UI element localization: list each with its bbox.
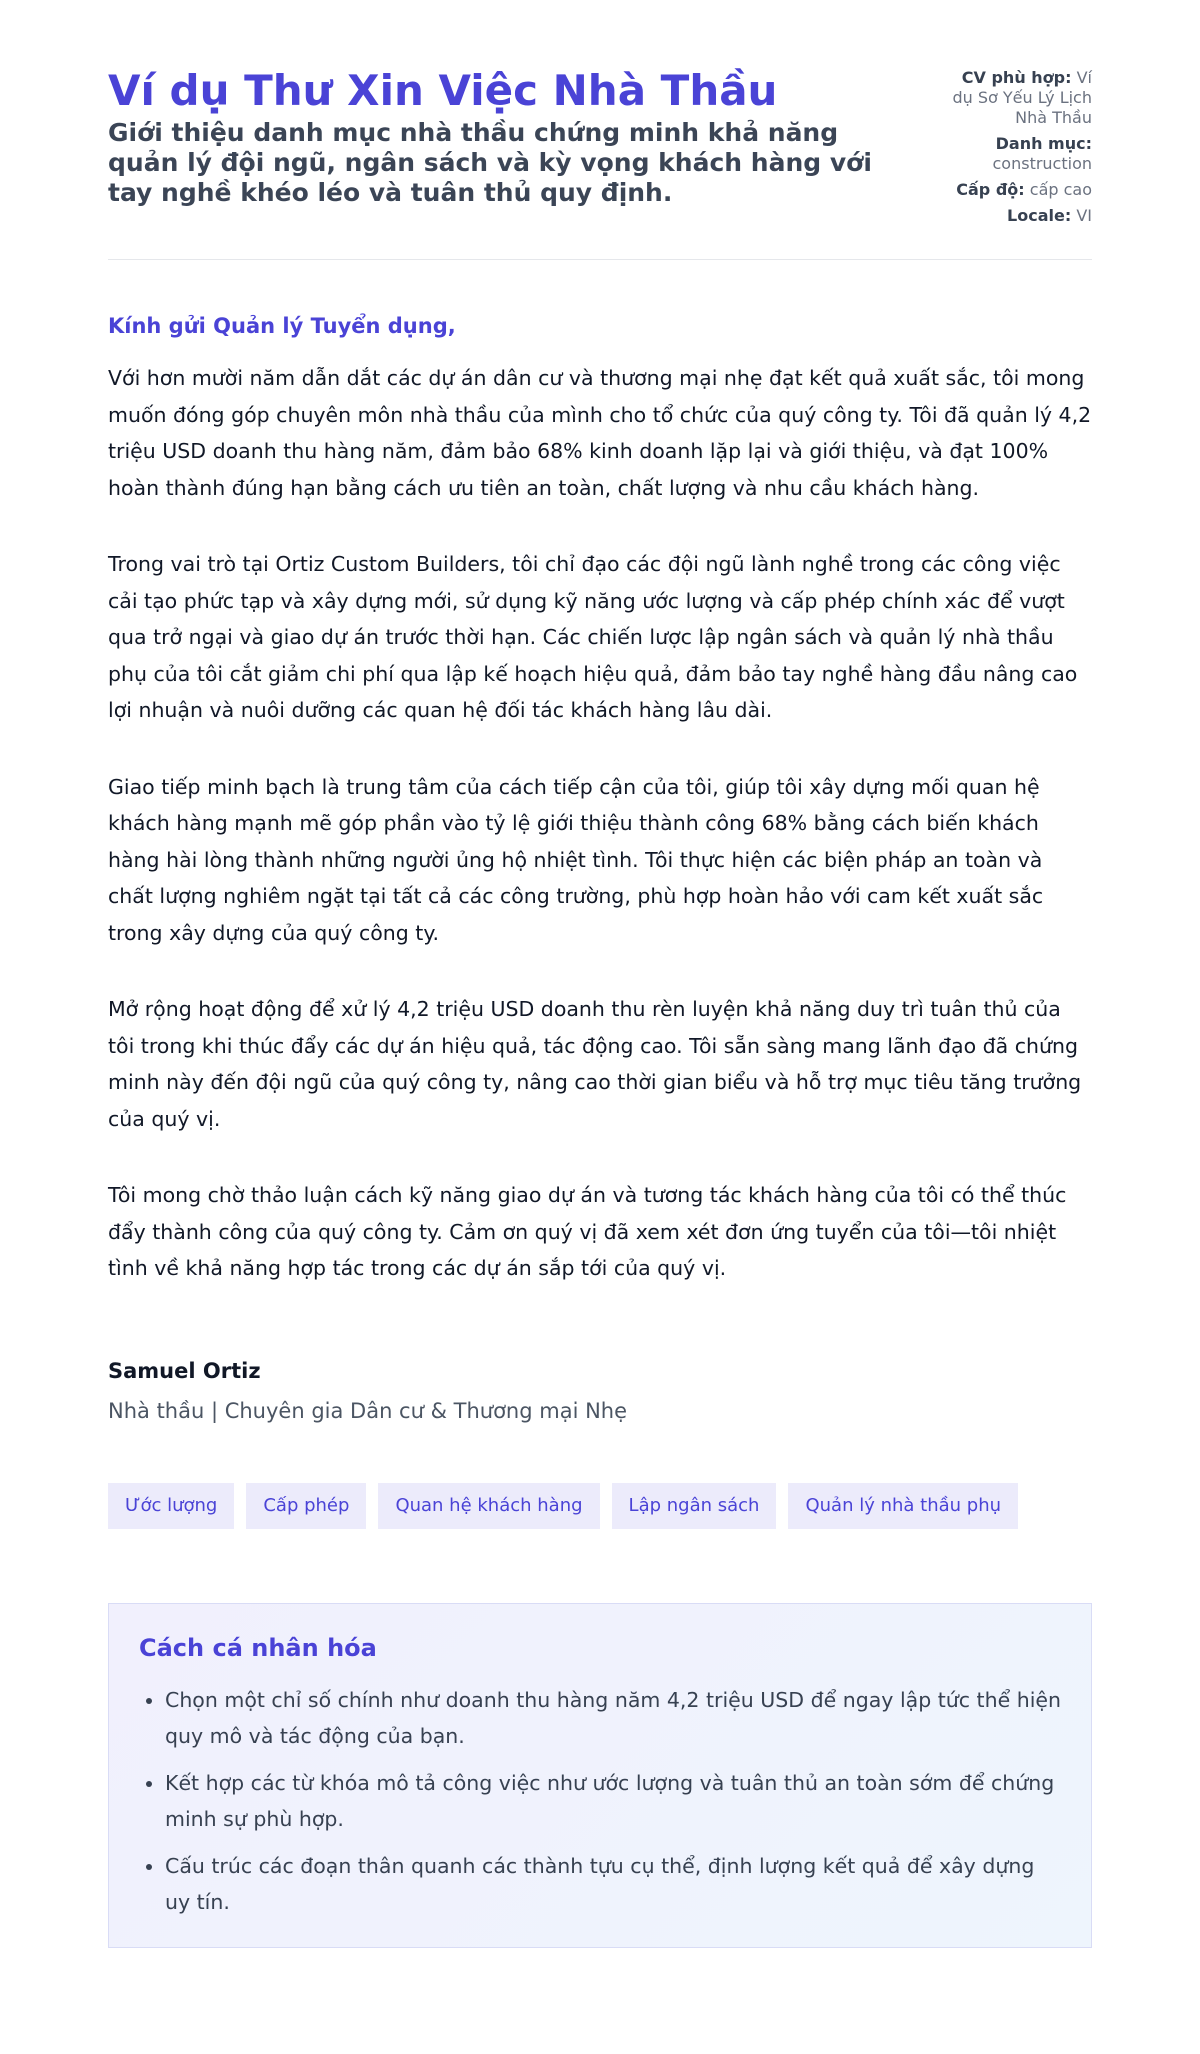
skill-tag[interactable]: Cấp phép <box>246 1483 366 1529</box>
personalization-tips <box>108 1603 1092 1948</box>
page-title: Ví dụ Thư Xin Việc Nhà Thầu <box>108 66 778 115</box>
meta-resume-key: CV phù hợp: <box>961 68 1072 87</box>
header-divider <box>108 259 1092 260</box>
letter-paragraph: Với hơn mười năm dẫn dắt các dự án dân cư và thương mại nhẹ đạt kết quả xuất sắc, tôi mong muốn đóng góp chuyên môn nhà thầu của mình cho tổ chức của quý công ty. Tôi đã quản lý 4,2 triệu USD doanh thu hàng năm, đảm bảo 68% kinh doanh lặp lại và giới thiệu, và đạt 100% hoàn thành đúng hạn bằng cách ưu tiên an toàn, chất lượng và nhu cầu khách hàng. <box>108 366 1092 500</box>
letter-paragraph: Tôi mong chờ thảo luận cách kỹ năng giao dự án và tương tác khách hàng của tôi có thể thúc đẩy thành công của quý công ty. Cảm ơn quý vị đã xem xét đơn ứng tuyển của tôi—tôi nhiệt tình về khả năng hợp tác trong các dự án sắp tới của quý vị. <box>108 1183 1067 1280</box>
letter-salutation: Kính gửi Quản lý Tuyển dụng, <box>108 314 456 338</box>
meta-level-key: Cấp độ: <box>956 180 1025 199</box>
meta-level-value: cấp cao <box>1029 180 1092 199</box>
tips-title: Cách cá nhân hóa <box>139 1633 377 1662</box>
page-subtitle: Giới thiệu danh mục nhà thầu chứng minh khả năng quản lý đội ngũ, ngân sách và kỳ vọng khách hàng với tay nghề khéo léo và tuân thủ quy định. <box>108 118 872 207</box>
signature-title: Nhà thầu | Chuyên gia Dân cư & Thương mại Nhẹ <box>108 1398 628 1423</box>
skill-tag[interactable]: Lập ngân sách <box>612 1483 777 1529</box>
letter-paragraph: Trong vai trò tại Ortiz Custom Builders, tôi chỉ đạo các đội ngũ lành nghề trong các công việc cải tạo phức tạp và xây dựng mới, sử dụng kỹ năng ước lượng và cấp phép chính xác để vượt qua trở ngại và giao dự án trước thời hạn. Các chiến lược lập ngân sách và quản lý nhà thầu phụ của tôi cắt giảm chi phí qua lập kế hoạch hiệu quả, đảm bảo tay nghề hàng đầu nâng cao lợi nhuận và nuôi dưỡng các quan hệ đối tác khách hàng lâu dài. <box>108 552 1078 722</box>
letter-body <box>108 312 1092 1287</box>
meta-level <box>892 180 1092 200</box>
tip-item: • Chọn một chỉ số chính như doanh thu hàng năm 4,2 triệu USD để ngay lập tức thể hiện quy mô và tác động của bạn. <box>165 1682 1061 1755</box>
meta-panel <box>892 68 1092 232</box>
page-header <box>108 0 1092 225</box>
meta-locale <box>892 206 1092 226</box>
meta-locale-key: Locale: <box>1007 206 1072 225</box>
signature-name: Samuel Ortiz <box>108 1358 261 1383</box>
skill-tag[interactable]: Ước lượng <box>108 1483 234 1529</box>
meta-category-value: construction <box>992 154 1092 173</box>
signature-block <box>108 1357 1092 1425</box>
meta-category <box>892 134 1092 174</box>
skill-tags <box>108 1483 1092 1529</box>
letter-paragraph: Mở rộng hoạt động để xử lý 4,2 triệu USD doanh thu rèn luyện khả năng duy trì tuân thủ của tôi trong khi thúc đẩy các dự án hiệu quả, tác động cao. Tôi sẵn sàng mang lãnh đạo đã chứng minh này đến đội ngũ của quý công ty, nâng cao thời gian biểu và hỗ trợ mục tiêu tăng trưởng của quý vị. <box>108 997 1082 1131</box>
meta-resume <box>892 68 1092 128</box>
letter-paragraph: Giao tiếp minh bạch là trung tâm của cách tiếp cận của tôi, giúp tôi xây dựng mối quan hệ khách hàng mạnh mẽ góp phần vào tỷ lệ giới thiệu thành công 68% bằng cách biến khách hàng hài lòng thành những người ủng hộ nhiệt tình. Tôi thực hiện các biện pháp an toàn và chất lượng nghiêm ngặt tại tất cả các công trường, phù hợp hoàn hảo với cam kết xuất sắc trong xây dựng của quý công ty. <box>108 774 1044 945</box>
skill-tag[interactable]: Quản lý nhà thầu phụ <box>788 1483 1018 1529</box>
tips-list <box>139 1682 1061 1921</box>
meta-locale-value: VI <box>1076 206 1092 225</box>
meta-category-key: Danh mục: <box>995 134 1092 153</box>
tip-item: • Cấu trúc các đoạn thân quanh các thành tựu cụ thể, định lượng kết quả để xây dựng uy tín. <box>165 1848 1061 1921</box>
meta-resume-value[interactable]: Ví dụ Sơ Yếu Lý Lịch Nhà Thầu <box>952 68 1092 127</box>
tip-item: • Kết hợp các từ khóa mô tả công việc như ước lượng và tuân thủ an toàn sớm để chứng minh sự phù hợp. <box>165 1765 1061 1838</box>
skill-tag[interactable]: Quan hệ khách hàng <box>378 1483 599 1529</box>
